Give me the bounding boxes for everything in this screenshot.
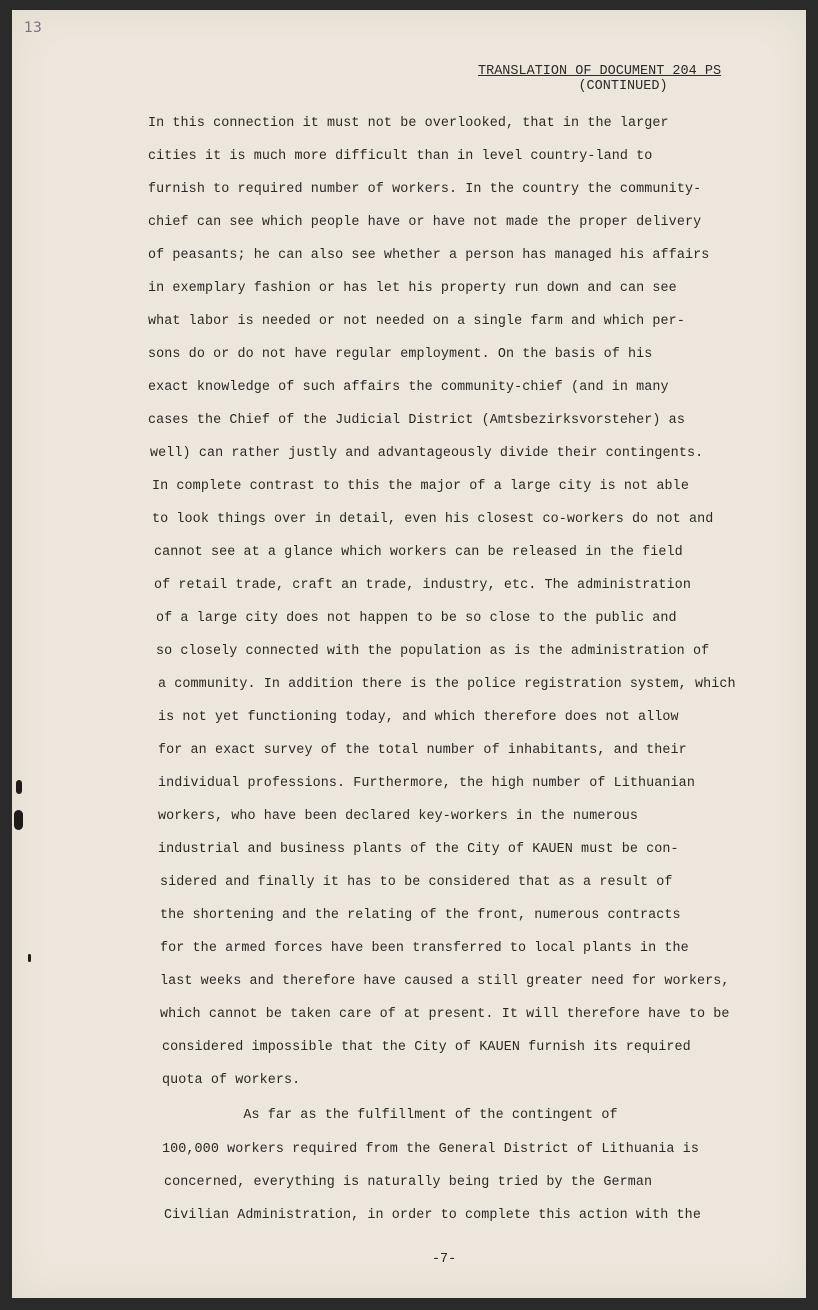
header-subtitle: (CONTINUED) — [578, 79, 668, 94]
text-line: for the armed forces have been transferred to local plants in the — [160, 941, 689, 956]
document-page — [12, 10, 806, 1298]
text-line: exact knowledge of such affairs the community-chief (and in many — [148, 380, 669, 395]
text-line: of a large city does not happen to be so close to the public and — [156, 611, 677, 626]
archive-page-number: 13 — [24, 20, 42, 36]
text-line: cities it is much more difficult than in level country-land to — [148, 149, 653, 164]
document-header — [478, 64, 738, 94]
binding-hole-mark — [16, 780, 22, 794]
text-line: Civilian Administration, in order to complete this action with the — [164, 1208, 701, 1223]
text-line: in exemplary fashion or has let his property run down and can see — [148, 281, 677, 296]
page-footer-number: -7- — [432, 1252, 457, 1267]
text-line: cases the Chief of the Judicial District (Amtsbezirksvorsteher) as — [148, 413, 685, 428]
text-line: sidered and finally it has to be considered that as a result of — [160, 875, 673, 890]
text-line: to look things over in detail, even his closest co-workers do not and — [152, 512, 714, 527]
text-line: is not yet functioning today, and which therefore does not allow — [158, 710, 679, 725]
text-line: what labor is needed or not needed on a single farm and which per- — [148, 314, 685, 329]
text-line: the shortening and the relating of the front, numerous contracts — [160, 908, 681, 923]
ink-speck — [28, 954, 31, 962]
text-line: which cannot be taken care of at present. It will therefore have to be — [160, 1007, 730, 1022]
text-line: concerned, everything is naturally being tried by the German — [164, 1175, 653, 1190]
text-line: quota of workers. — [162, 1073, 301, 1088]
text-line: 100,000 workers required from the General District of Lithuania is — [162, 1142, 699, 1157]
text-line: last weeks and therefore have caused a still greater need for workers, — [160, 974, 730, 989]
text-line: cannot see at a glance which workers can be released in the field — [154, 545, 683, 560]
text-line: As far as the fulfillment of the contingent of — [162, 1108, 618, 1123]
text-line: so closely connected with the population as is the administration of — [156, 644, 710, 659]
text-line: In complete contrast to this the major of a large city is not able — [152, 479, 689, 494]
text-line: In this connection it must not be overlooked, that in the larger — [148, 116, 669, 131]
text-line: of peasants; he can also see whether a person has managed his affairs — [148, 248, 710, 263]
text-line: workers, who have been declared key-workers in the numerous — [158, 809, 639, 824]
text-line: individual professions. Furthermore, the high number of Lithuanian — [158, 776, 695, 791]
text-line: chief can see which people have or have not made the proper delivery — [148, 215, 702, 230]
text-line: well) can rather justly and advantageously divide their contingents. — [150, 446, 704, 461]
header-title: TRANSLATION OF DOCUMENT 204 PS — [478, 64, 722, 79]
text-line: of retail trade, craft an trade, industry, etc. The administration — [154, 578, 691, 593]
text-line: sons do or do not have regular employment. On the basis of his — [148, 347, 653, 362]
text-line: industrial and business plants of the City of KAUEN must be con- — [158, 842, 679, 857]
text-line: considered impossible that the City of KAUEN furnish its required — [162, 1040, 691, 1055]
binding-hole-mark — [14, 810, 23, 830]
text-line: furnish to required number of workers. In the country the community- — [148, 182, 702, 197]
text-line: a community. In addition there is the police registration system, which — [158, 677, 736, 692]
text-line: for an exact survey of the total number of inhabitants, and their — [158, 743, 687, 758]
